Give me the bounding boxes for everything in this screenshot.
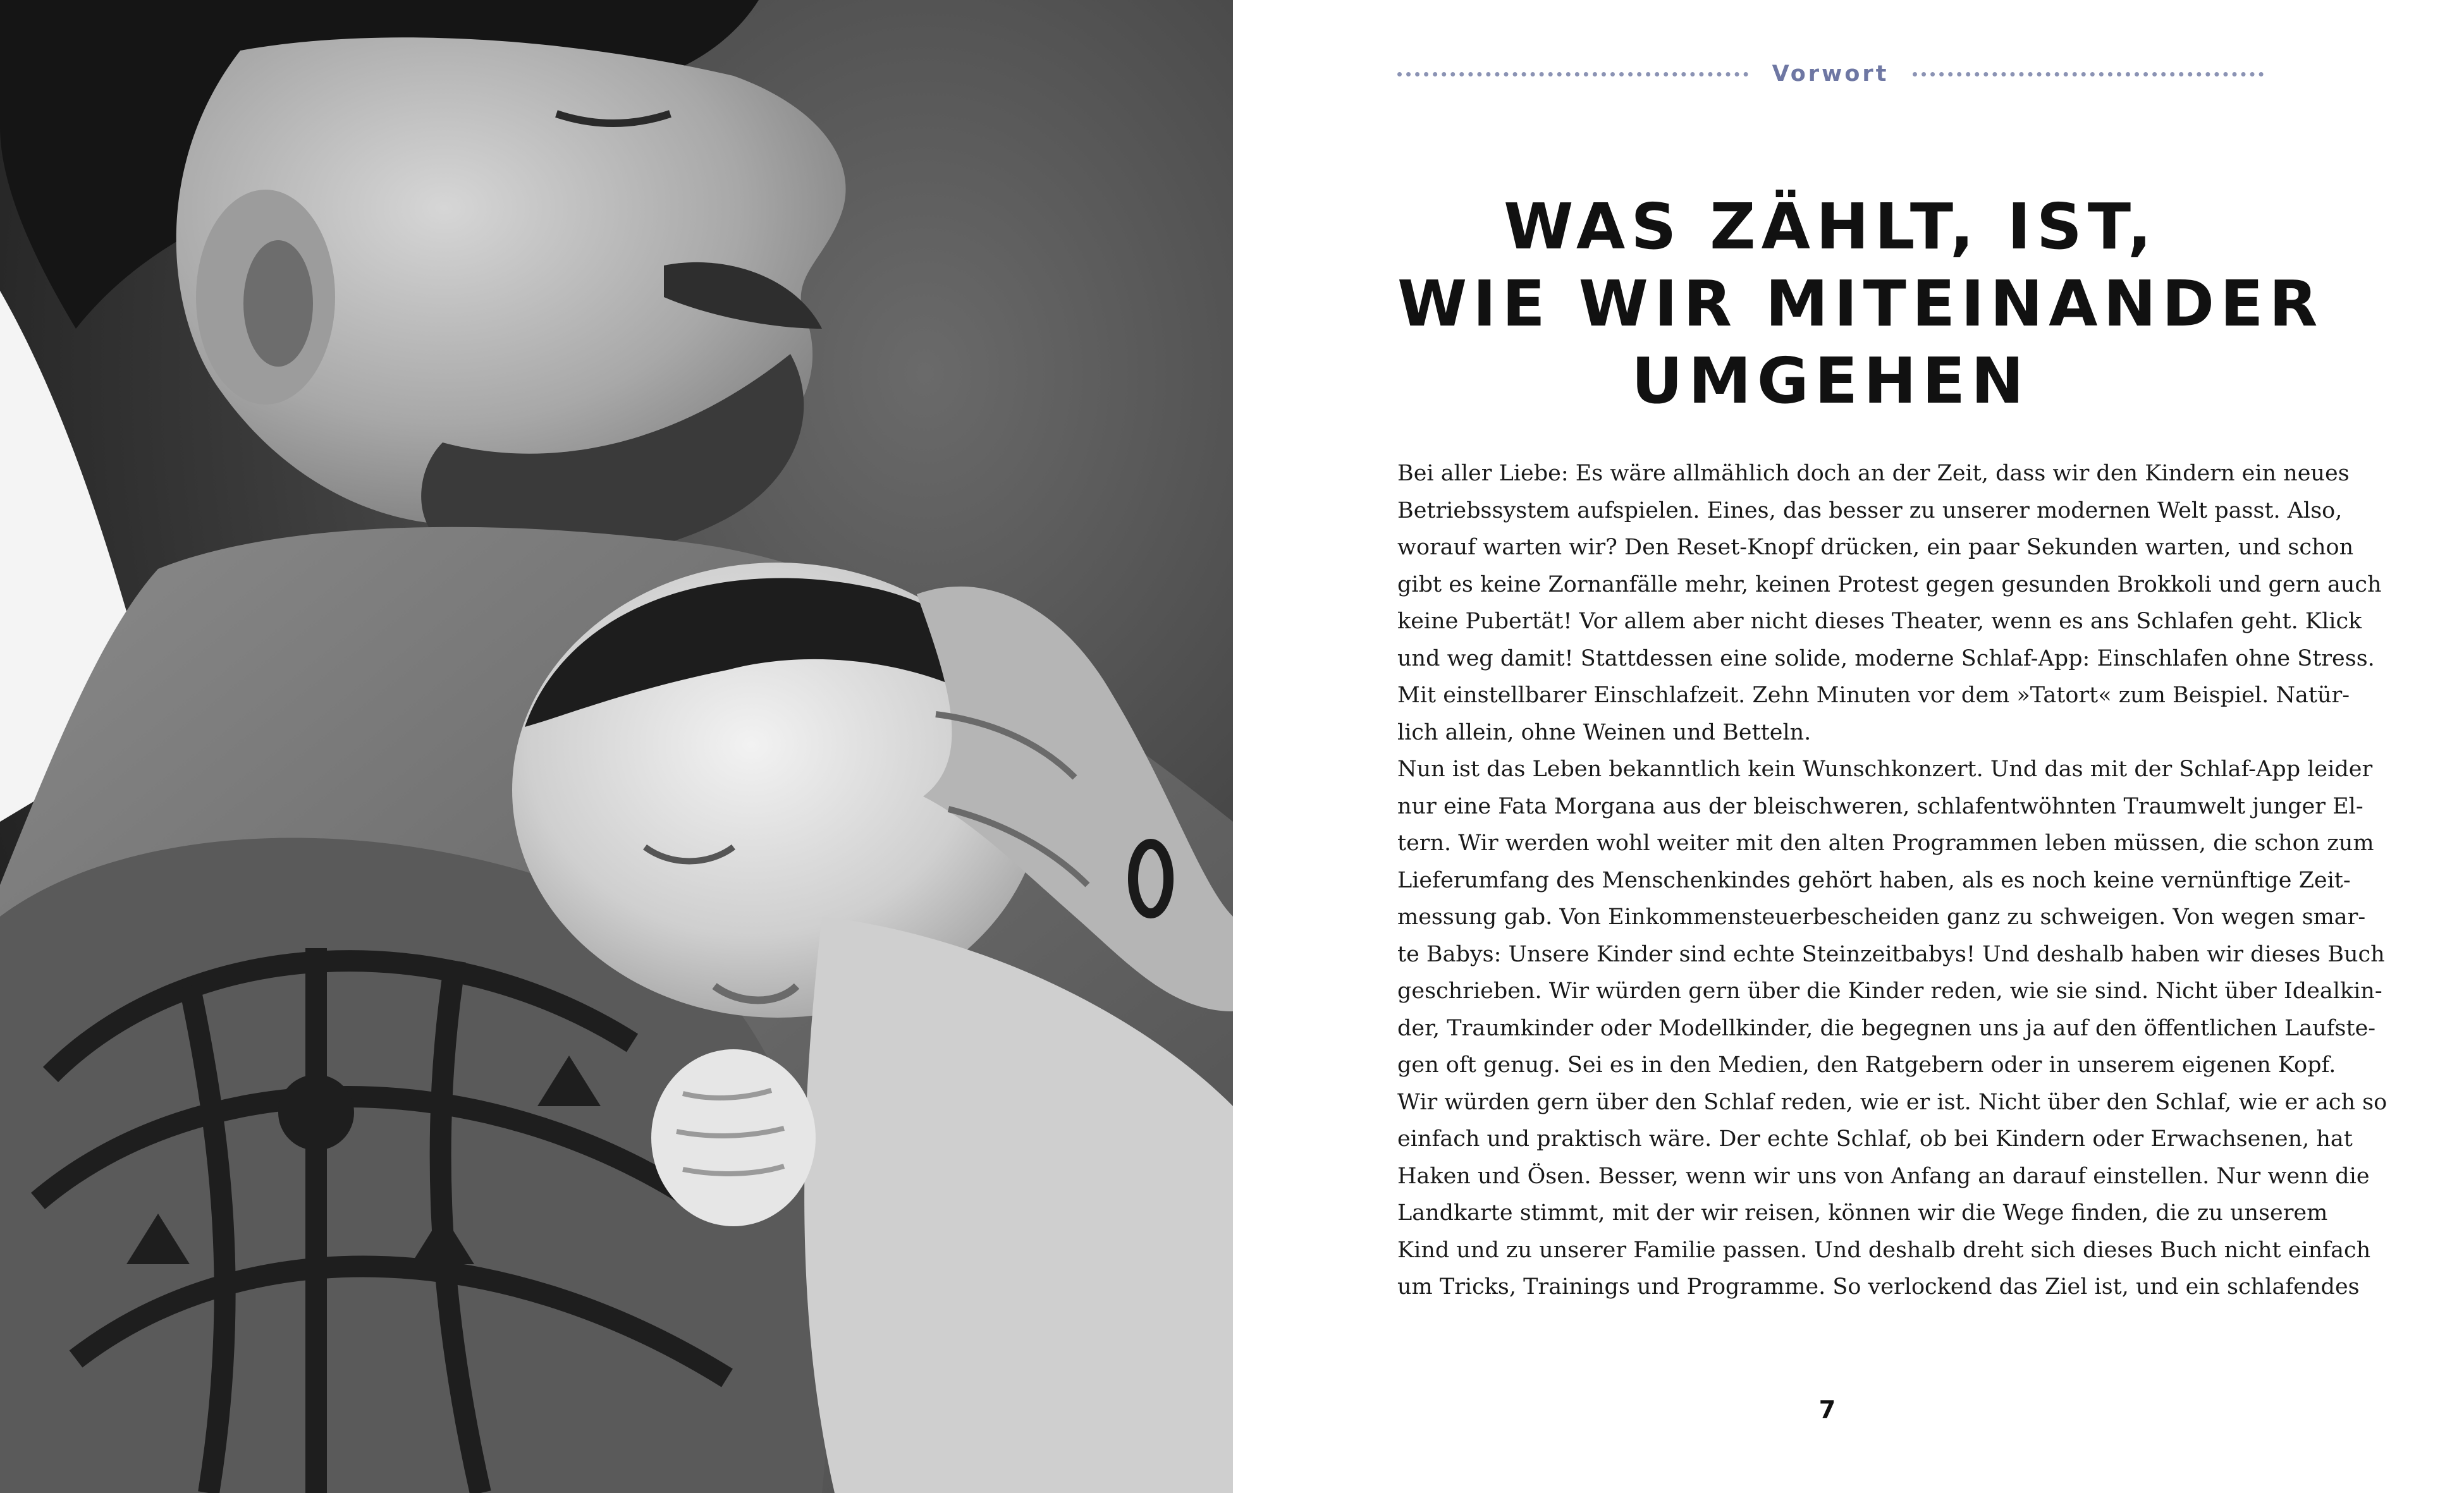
body-line: tern. Wir werden wohl weiter mit den alten Programmen leben müssen, die schon zum (1397, 831, 2374, 856)
body-line: geschrieben. Wir würden gern über die Kinder reden, wie sie sind. Nicht über Idealkin- (1397, 978, 2382, 1004)
body-line: Wir würden gern über den Schlaf reden, wie er ist. Nicht über den Schlaf, wie er ach so (1397, 1089, 2387, 1115)
body-line: nur eine Fata Morgana aus der bleischweren, schlafentwöhnten Traumwelt junger El- (1397, 793, 2363, 819)
body-line: Betriebssystem aufspielen. Eines, das besser zu unserer modernen Welt passt. Also, (1397, 497, 2343, 523)
body-line: gibt es keine Zornanfälle mehr, keinen Protest gegen gesunden Brokkoli und gern auch (1397, 571, 2382, 597)
dotted-rule-left (1397, 72, 1748, 76)
heading-line: UMGEHEN (1631, 344, 2030, 418)
body-line: lich allein, ohne Weinen und Betteln. (1397, 719, 1811, 745)
body-line: messung gab. Von Einkommensteuerbescheiden ganz zu schweigen. Von wegen smar- (1397, 905, 2366, 930)
body-line: um Tricks, Trainings und Programme. So verlockend das Ziel ist, und ein schlafendes (1397, 1274, 2360, 1300)
body-line: gen oft genug. Sei es in den Medien, den Ratgebern oder in unserem eigenen Kopf. (1397, 1052, 2336, 1078)
body-line: Mit einstellbarer Einschlafzeit. Zehn Minuten vor dem »Tatort« zum Beispiel. Natür- (1397, 683, 2350, 708)
body-line: Nun ist das Leben bekanntlich kein Wunschkonzert. Und das mit der Schlaf-App leider (1397, 757, 2373, 782)
page-number: 7 (1818, 1396, 1836, 1423)
heading-line: WAS ZÄHLT, IST, (1504, 190, 2157, 264)
body-line: einfach und praktisch wäre. Der echte Schlaf, ob bei Kindern oder Erwachsenen, hat (1397, 1126, 2353, 1152)
body-text (1397, 455, 2387, 1306)
body-line: Landkarte stimmt, mit der wir reisen, können wir die Wege finden, die zu unserem (1397, 1200, 2328, 1226)
body-line: te Babys: Unsere Kinder sind echte Steinzeitbabys! Und deshalb haben wir dieses Buch (1397, 941, 2385, 967)
section-label: Vorwort (1772, 61, 1889, 87)
heading-line: WIE WIR MITEINANDER (1397, 267, 2324, 341)
chapter-heading (1397, 188, 2324, 420)
body-line: und weg damit! Stattdessen eine solide, moderne Schlaf-App: Einschlafen ohne Stress. (1397, 645, 2375, 671)
body-line: Lieferumfang des Menschenkindes gehört haben, als es noch keine vernünftige Zeit- (1397, 867, 2351, 893)
body-line: Bei aller Liebe: Es wäre allmählich doch an der Zeit, dass wir den Kindern ein neues (1397, 461, 2350, 486)
body-line: keine Pubertät! Vor allem aber nicht dieses Theater, wenn es ans Schlafen geht. Klick (1397, 609, 2362, 634)
body-line: Kind und zu unserer Familie passen. Und deshalb dreht sich dieses Buch nicht einfach (1397, 1237, 2371, 1263)
body-line: Haken und Ösen. Besser, wenn wir uns von Anfang an darauf einstellen. Nur wenn die (1397, 1163, 2370, 1189)
body-line: der, Traumkinder oder Modellkinder, die begegnen uns ja auf den öffentlichen Laufste- (1397, 1015, 2376, 1041)
body-line: worauf warten wir? Den Reset-Knopf drücken, ein paar Sekunden warten, und schon (1397, 535, 2354, 560)
dotted-rule-right (1913, 72, 2264, 76)
section-header (1397, 58, 2264, 90)
